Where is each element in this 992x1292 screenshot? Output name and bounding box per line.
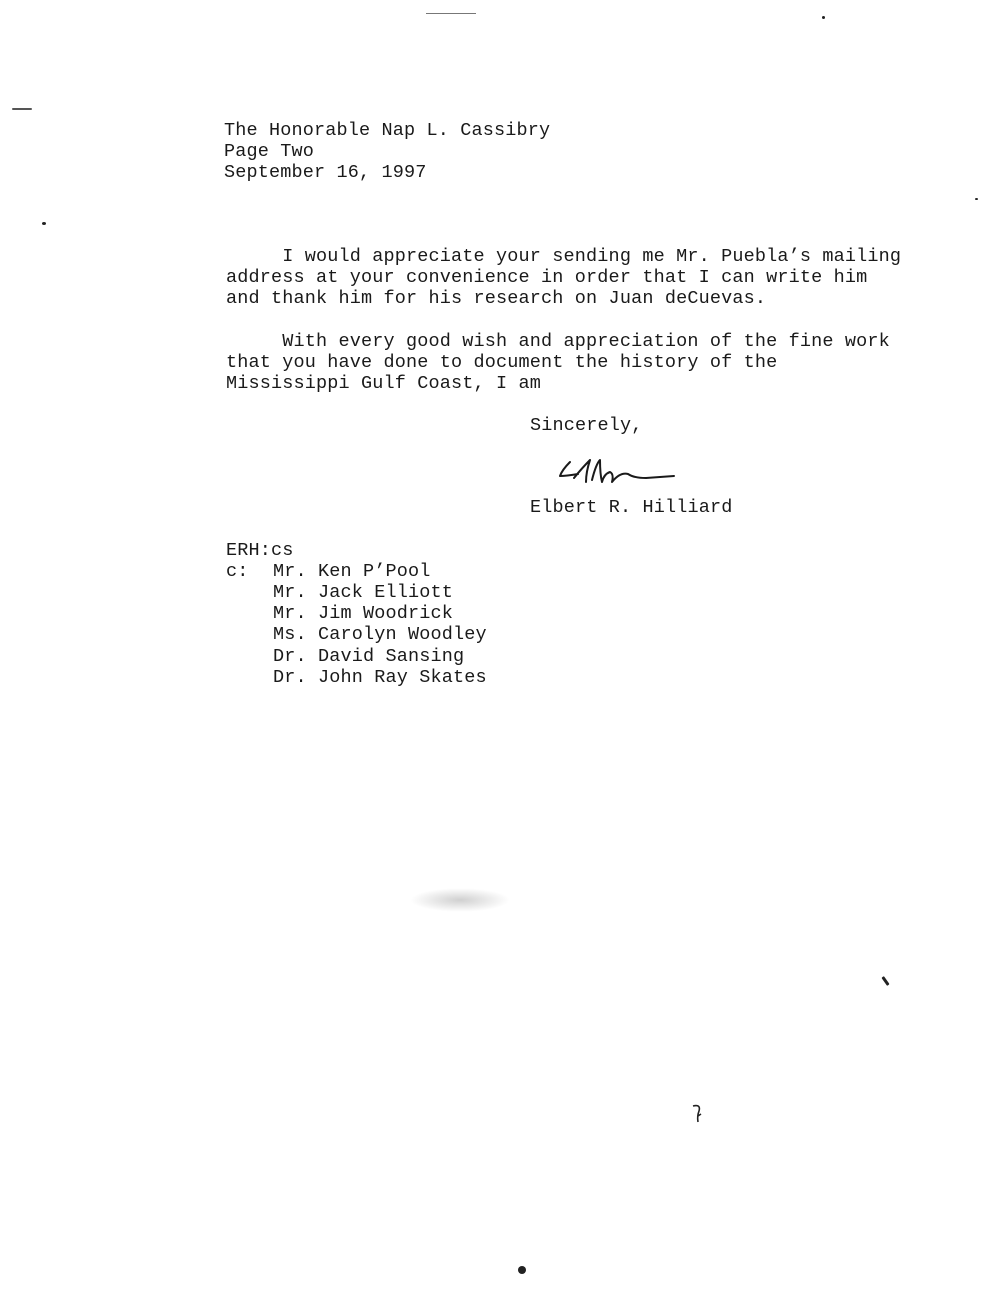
closing-salutation: Sincerely,	[530, 415, 643, 436]
date-line: September 16, 1997	[224, 162, 427, 183]
body-line: With every good wish and appreciation of the fine work	[226, 331, 890, 352]
cc-recipient: Dr. David Sansing	[273, 646, 465, 667]
scan-speck	[975, 198, 978, 200]
scan-smudge	[410, 888, 510, 912]
body-line: and thank him for his research on Juan deCuevas.	[226, 288, 767, 309]
cc-recipient: Dr. John Ray Skates	[273, 667, 487, 688]
body-line: Mississippi Gulf Coast, I am	[226, 373, 542, 394]
typist-initials: ERH:cs	[226, 540, 294, 561]
body-line: I would appreciate your sending me Mr. Puebla’s mailing	[226, 246, 902, 267]
scan-speck	[12, 108, 32, 110]
scan-speck	[42, 222, 46, 225]
body-line: that you have done to document the history of the	[226, 352, 778, 373]
page-number-line: Page Two	[224, 141, 315, 162]
recipient-line: The Honorable Nap L. Cassibry	[224, 120, 551, 141]
scan-speck	[881, 976, 889, 986]
cc-recipient: Mr. Jack Elliott	[273, 582, 454, 603]
handwritten-signature	[556, 452, 681, 492]
signer-name: Elbert R. Hilliard	[530, 497, 733, 518]
cc-recipient: Mr. Ken P’Pool	[273, 561, 431, 582]
cc-prefix: c:	[226, 561, 249, 582]
body-line: address at your convenience in order that I can write him	[226, 267, 868, 288]
scan-speck	[518, 1266, 526, 1274]
scan-speck	[822, 16, 825, 19]
scan-speck	[426, 13, 476, 14]
stray-mark	[690, 1102, 706, 1130]
cc-recipient: Ms. Carolyn Woodley	[273, 624, 487, 645]
cc-recipient: Mr. Jim Woodrick	[273, 603, 454, 624]
